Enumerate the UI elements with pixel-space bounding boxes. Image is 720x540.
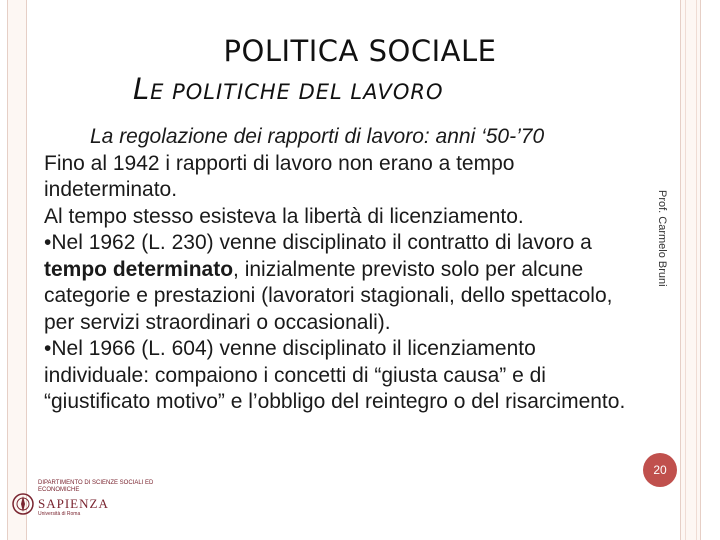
bullet-1962-bold: tempo determinato (44, 257, 234, 281)
right-border-decoration (680, 0, 701, 540)
author-label: Prof. Carmelo Bruni (656, 190, 668, 287)
paragraph-licenziamento: Al tempo stesso esisteva la libertà di licenziamento. (44, 204, 524, 228)
slide-body (44, 124, 640, 416)
subtitle-rest: E POLITICHE DEL LAVORO (150, 80, 444, 104)
bullet-1962-rest: , inizialmente previsto solo per alcune categorie e prestazioni (lavoratori stagionali, dello spettacolo, per servizi straordinari o occasionali). (44, 257, 613, 334)
paragraph-1942: Fino al 1942 i rapporti di lavoro non erano a tempo indeterminato. (44, 151, 515, 201)
slide-title: POLITICA SOCIALE (223, 34, 497, 68)
logo-department: DIPARTIMENTO DI SCIENZE SOCIALI ED ECONOMICHE (38, 480, 154, 493)
bullet-1962 (44, 230, 640, 336)
page-number-badge: 20 (643, 453, 677, 487)
slide-subtitle (133, 72, 443, 106)
body-heading: La regolazione dei rapporti di lavoro: anni ‘50-’70 (90, 125, 545, 148)
bullet-1966: •Nel 1966 (L. 604) venne disciplinato il licenziamento individuale: compaiono i concetti di “giusta causa” e di “giustificato motivo” e l’obbligo del reintegro o del risarcimento. (44, 337, 626, 413)
sapienza-emblem-icon (12, 490, 34, 518)
logo-name: SAPIENZA (38, 496, 109, 511)
logo-tagline: Università di Roma (38, 511, 81, 517)
sapienza-logo (10, 478, 180, 530)
left-border-decoration (7, 0, 27, 540)
subtitle-initial: L (133, 72, 151, 106)
bullet-1962-text: •Nel 1962 (L. 230) venne disciplinato il contratto di lavoro a (44, 231, 592, 254)
